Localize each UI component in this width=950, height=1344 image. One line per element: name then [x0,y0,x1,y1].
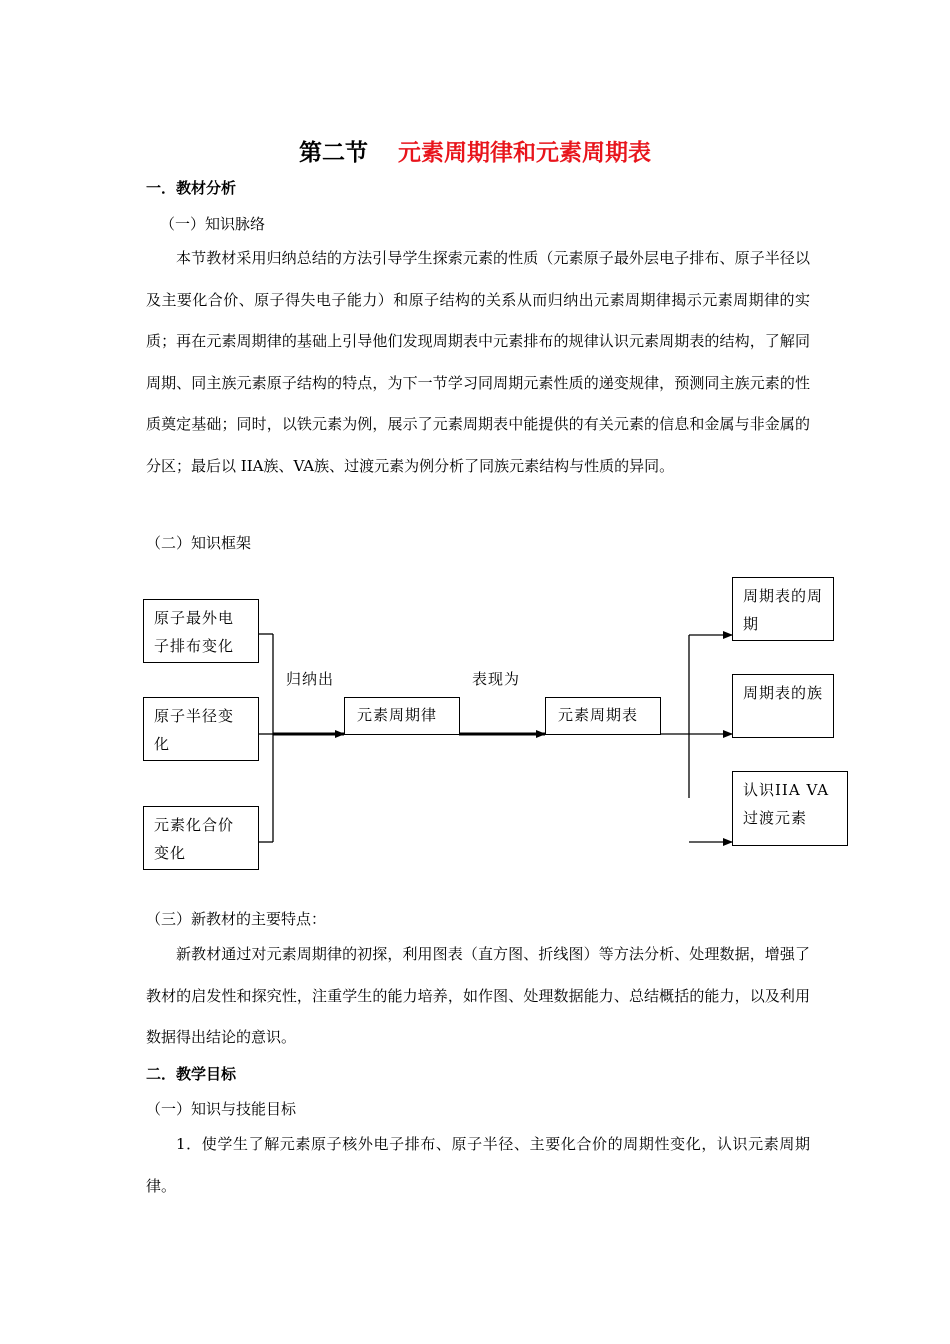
box-electron-config: 原子最外电子排布变化 [143,599,259,663]
section1-para3: 新教材通过对元素周期律的初探，利用图表（直方图、折线图）等方法分析、处理数据，增强了教材的启发性和探究性，注重学生的能力培养，如作图、处理数据能力、总结概括的能力，以及利用数据得出结论的意识。 [146,945,810,1046]
label-show: 表现为 [472,670,521,688]
section2-heading: 二．教学目标 [146,1065,237,1083]
title-main: 元素周期律和元素周期表 [398,140,651,166]
box-know-groups: 认识IIA VA过渡元素 [732,771,848,846]
section1-sub3: （三）新教材的主要特点： [146,910,327,928]
section1-para1: 本节教材采用归纳总结的方法引导学生探索元素的性质（元素原子最外层电子排布、原子半径以及主要化合价、原子得失电子能力）和原子结构的关系从而归纳出元素周期律揭示元素周期律的实质；再在元素周期律的基础上引导他们发现周期表中元素排布的规律认识元素周期表的结构，了解同周期、同主族元素原子结构的特点，为下一节学习同周期元素性质的递变规律，预测同主族元素的性质奠定基础；同时，以铁元素为例，展示了元素周期表中能提供的有关元素的信息和金属与非金属的分区；最后以 IIA族、VA族、过渡元素为例分析了同族元素结构与性质的异同。 [146,249,810,475]
section2-sub1: （一）知识与技能目标 [146,1100,297,1118]
box-atomic-radius: 原子半径变化 [143,697,259,761]
box-table-group: 周期表的族 [732,674,834,738]
section1-heading: 一．教材分析 [146,179,237,197]
section2-item1: 1．使学生了解元素原子核外电子排布、原子半径、主要化合价的周期性变化，认识元素周期律。 [146,1135,810,1195]
label-induce: 归纳出 [286,670,335,688]
box-table-period: 周期表的周期 [732,577,834,641]
box-periodic-table: 元素周期表 [545,697,661,735]
box-periodic-law: 元素周期律 [344,697,460,735]
box-valence: 元素化合价变化 [143,806,259,870]
section1-sub2: （二）知识框架 [146,534,252,552]
title-prefix: 第二节 [299,140,368,166]
section1-sub1: （一）知识脉络 [160,215,266,233]
